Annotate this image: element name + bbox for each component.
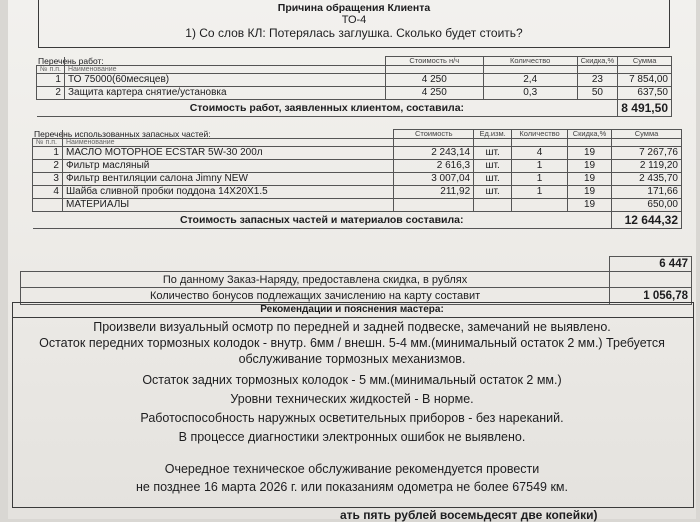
- table-row: 4 Шайба сливной пробки поддона 14X20X1.5 211,92 шт. 1 19 171,66: [33, 186, 682, 199]
- recommendation-line: Уровни технических жидкостей - В норме.: [230, 392, 474, 406]
- discount-label: По данному Заказ-Наряду, предоставлена скидка, в рублях: [21, 272, 610, 288]
- discount-value: 6 447: [610, 257, 692, 272]
- reason-title: Причина обращения Клиента: [277, 2, 431, 14]
- works-total-label: Стоимость работ, заявленных клиентом, составила:: [37, 100, 618, 117]
- table-row: 1 ТО 75000(60месяцев) 4 250 2,4 23 7 854,00: [37, 74, 672, 87]
- works-section-title: Перечень работ:: [38, 56, 104, 66]
- parts-col-n: № п.п.: [33, 139, 63, 147]
- order-code: ТО-4: [341, 14, 367, 26]
- table-row: МАТЕРИАЛЫ 19 650,00: [33, 199, 682, 212]
- works-col-name: Наименование: [64, 66, 385, 74]
- discount-bonus-table: [20, 256, 692, 305]
- parts-col-name: Наименование: [62, 139, 393, 147]
- table-row: 3 Фильтр вентиляции салона Jimny NEW 3 007,04 шт. 1 19 2 435,70: [33, 173, 682, 186]
- client-reason: 1) Со слов КЛ: Потерялась заглушка. Сколько будет стоить?: [185, 26, 523, 40]
- recommendation-line: Остаток передних тормозных колодок - внутр. 6мм / внешн. 5-4 мм.(минимальный остаток 2 мм.) Требуется: [39, 336, 665, 350]
- table-row: 1 МАСЛО МОТОРНОЕ ECSTAR 5W-30 200л 2 243,14 шт. 4 19 7 267,76: [33, 147, 682, 160]
- works-col-qty: Количество: [483, 57, 577, 66]
- recommendation-line: обслуживание тормозных механизмов.: [238, 352, 466, 366]
- works-col-discount: Скидка,%: [577, 57, 618, 66]
- works-table: [36, 56, 672, 117]
- parts-col-sum: Сумма: [612, 130, 682, 139]
- bonus-label: Количество бонусов подлежащих зачислению на карту составит: [21, 288, 610, 305]
- recommendations-title: Рекомендации и пояснения мастера:: [260, 304, 444, 315]
- work-order-document: [8, 0, 696, 522]
- parts-table: [32, 129, 682, 229]
- recommendation-line: Произвели визуальный осмотр по передней и задней подвеске, замечаний не выявлено.: [93, 320, 611, 334]
- works-col-price: Стоимость н/ч: [385, 57, 483, 66]
- parts-section-title: Перечень использованных запасных частей:: [34, 129, 211, 139]
- recommendation-line: Очередное техническое обслуживание рекомендуется провести: [164, 462, 540, 476]
- parts-col-qty: Количество: [512, 130, 568, 139]
- parts-col-discount: Скидка,%: [568, 130, 612, 139]
- bonus-value: 1 056,78: [610, 288, 692, 305]
- parts-col-unit: Ед.изм.: [474, 130, 512, 139]
- amount-in-words-partial: ать пять рублей восемьдесят две копейки): [340, 508, 598, 522]
- reason-box: [38, 0, 670, 48]
- works-col-sum: Сумма: [618, 57, 672, 66]
- recommendation-line: не позднее 16 марта 2026 г. или показаниям одометра не более 67549 км.: [136, 480, 568, 494]
- parts-total-label: Стоимость запасных частей и материалов составила:: [33, 212, 612, 229]
- recommendation-line: В процессе диагностики электронных ошибок не выявлено.: [178, 430, 526, 444]
- table-row: 2 Защита картера снятие/установка 4 250 0,3 50 637,50: [37, 87, 672, 100]
- table-row: 2 Фильтр масляный 2 616,3 шт. 1 19 2 119,20: [33, 160, 682, 173]
- works-total-value: 8 491,50: [618, 100, 672, 117]
- parts-col-price: Стоимость: [394, 130, 474, 139]
- parts-total-value: 12 644,32: [612, 212, 682, 229]
- works-col-n: № п.п.: [37, 66, 65, 74]
- recommendation-line: Работоспособность наружных осветительных приборов - без нареканий.: [140, 411, 564, 425]
- recommendation-line: Остаток задних тормозных колодок - 5 мм.(минимальный остаток 2 мм.): [142, 373, 562, 387]
